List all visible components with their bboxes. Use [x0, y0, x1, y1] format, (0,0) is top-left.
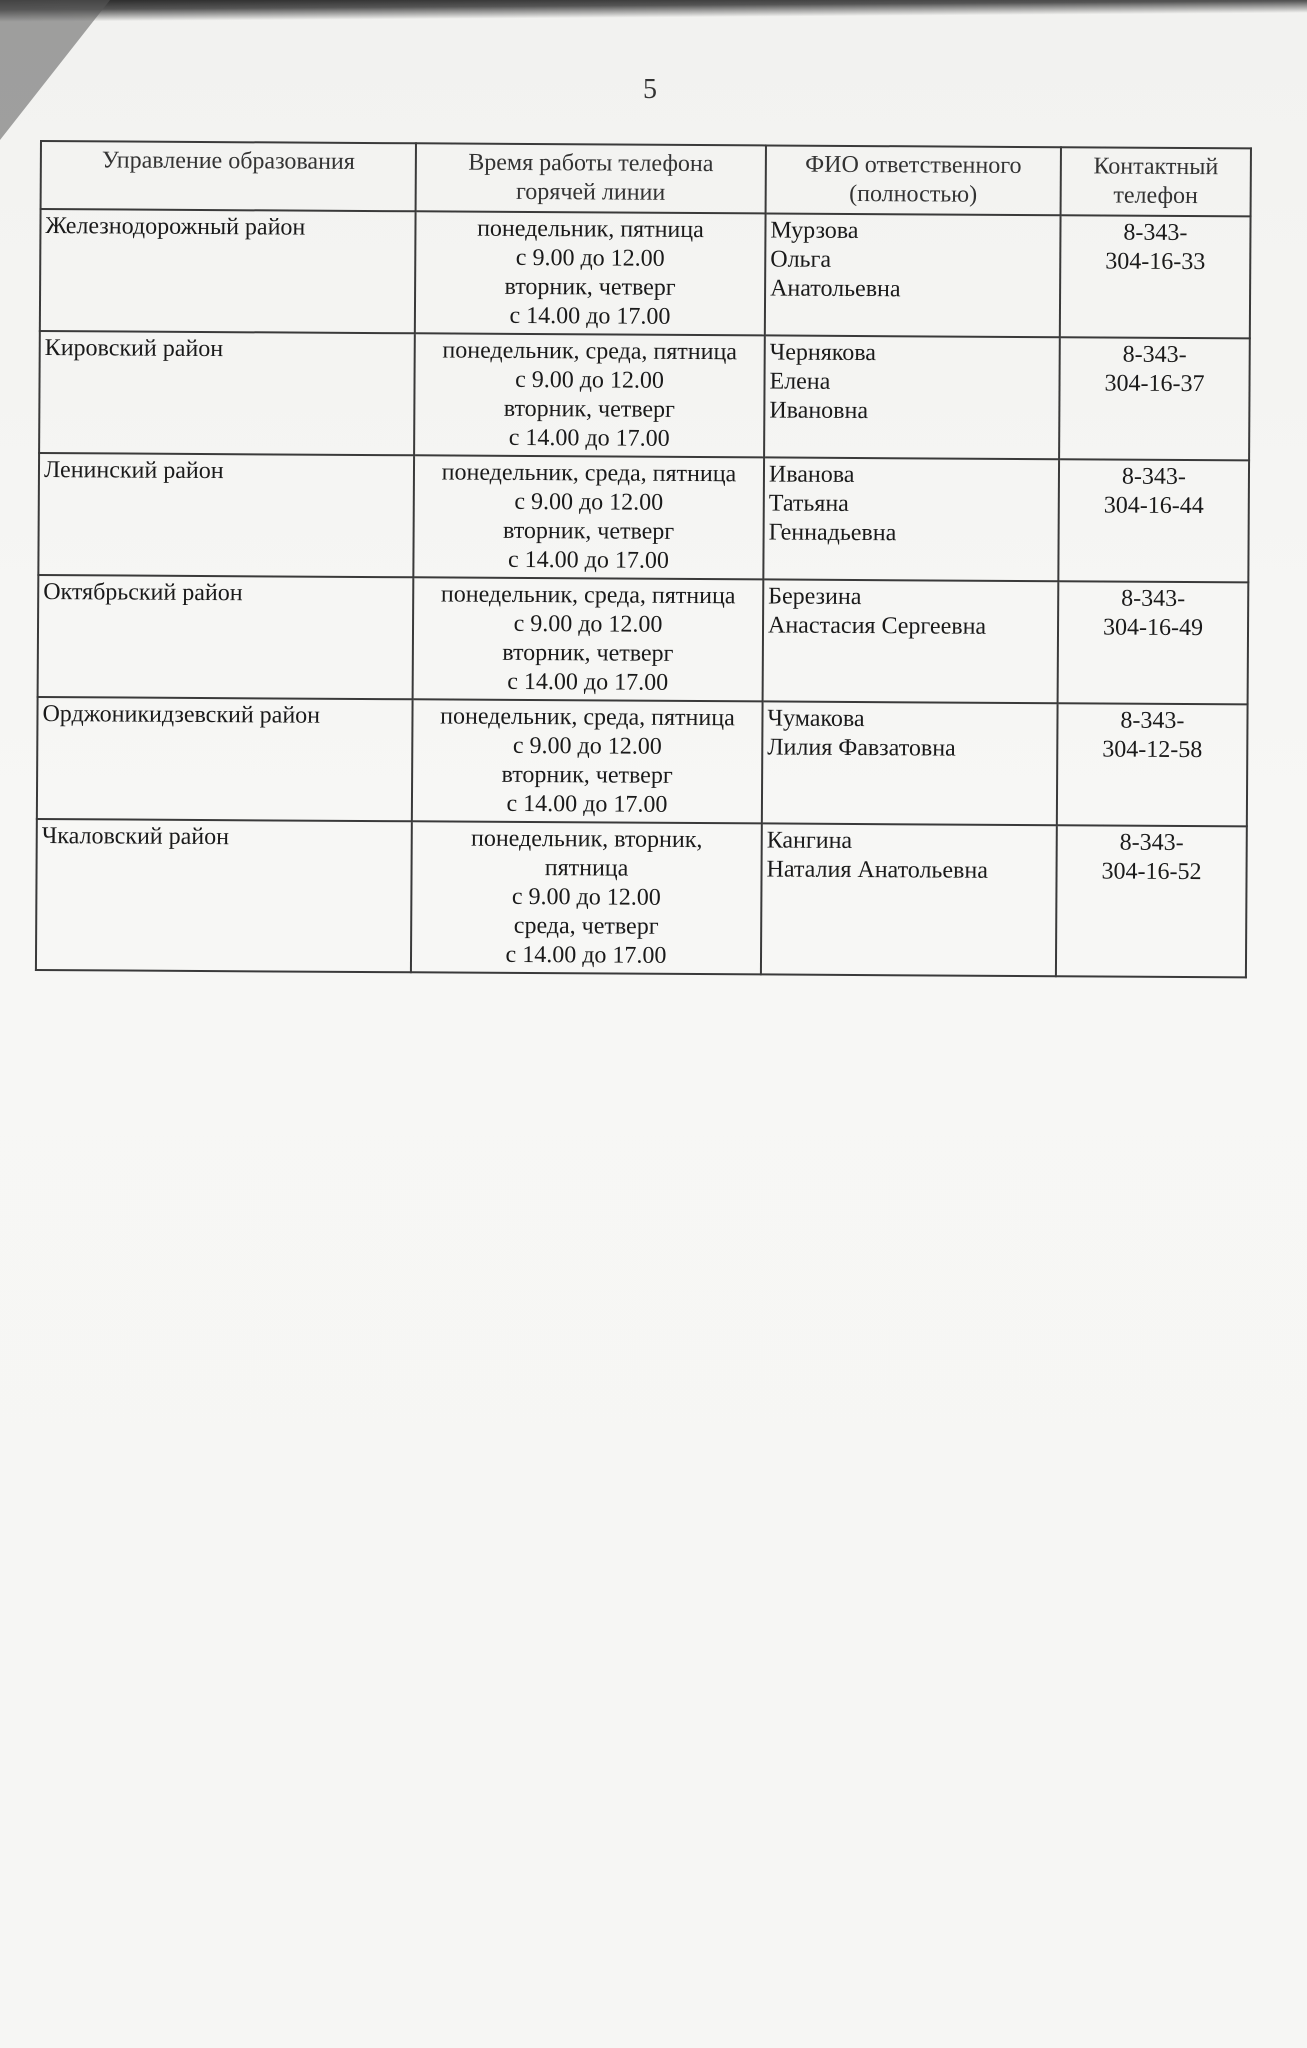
- header-hours-line: Время работы телефона: [468, 149, 714, 178]
- cell-person: [761, 823, 1057, 976]
- person-line: Анатольевна: [770, 275, 901, 303]
- hours-line: понедельник, среда, пятница: [440, 703, 735, 732]
- person-line: Березина: [768, 583, 862, 611]
- hours-line: с 9.00 до 12.00: [515, 244, 665, 272]
- cell-hours: [412, 699, 763, 823]
- hours-line: вторник, четверг: [504, 273, 676, 301]
- hours-line: вторник, четверг: [501, 761, 673, 789]
- cell-phone: [1058, 581, 1249, 704]
- cell-hours: [415, 211, 766, 335]
- hours-line: с 9.00 до 12.00: [515, 366, 665, 394]
- person-line: Мурзова: [770, 217, 859, 245]
- person-line: Иванова: [768, 461, 855, 488]
- header-hours: [416, 143, 766, 213]
- hours-line: среда, четверг: [513, 912, 659, 940]
- cell-person: [765, 213, 1061, 337]
- phone-line: 8-343-: [1122, 341, 1187, 369]
- person-line: Кангина: [766, 827, 853, 854]
- phone-line: 8-343-: [1121, 463, 1187, 491]
- table-row: [38, 575, 1249, 704]
- cell-department: Железнодорожный район: [40, 209, 416, 333]
- header-phone-line: телефон: [1113, 182, 1198, 210]
- cell-person: [763, 457, 1059, 581]
- header-department-text: Управление образования: [101, 147, 355, 175]
- cell-department: Чкаловский район: [36, 819, 412, 972]
- phone-line: 8-343-: [1119, 829, 1184, 856]
- phone-line: 304-16-49: [1102, 614, 1204, 642]
- phone-line: 8-343-: [1120, 707, 1185, 735]
- cell-department: Орджоникидзевский район: [37, 697, 413, 821]
- cell-person: [764, 335, 1060, 459]
- table-header-row: [41, 141, 1251, 216]
- hours-line: с 14.00 до 17.00: [508, 424, 670, 452]
- hours-line: вторник, четверг: [502, 517, 675, 545]
- cell-hours: [413, 455, 764, 579]
- header-department: [41, 141, 416, 211]
- header-phone: [1061, 147, 1251, 216]
- hours-line: с 9.00 до 12.00: [511, 883, 661, 911]
- hours-line: пятница: [544, 855, 629, 882]
- cell-phone: [1060, 215, 1251, 338]
- header-person-line: (полностью): [849, 180, 978, 208]
- table-row: [40, 209, 1251, 338]
- header-person-line: ФИО ответственного: [805, 151, 1022, 179]
- hours-line: понедельник, пятница: [477, 215, 704, 244]
- hours-line: вторник, четверг: [503, 395, 676, 423]
- hours-line: понедельник, среда, пятница: [442, 337, 738, 366]
- person-line: Геннадьевна: [768, 519, 897, 547]
- phone-line: 304-12-58: [1102, 736, 1203, 764]
- table-row: [37, 697, 1248, 826]
- hours-line: с 9.00 до 12.00: [513, 610, 663, 638]
- phone-line: 304-16-37: [1104, 370, 1205, 398]
- hotline-table: [35, 140, 1252, 978]
- person-line: Ольга: [770, 246, 832, 273]
- person-line: Ивановна: [769, 397, 869, 425]
- cell-department: Октябрьский район: [38, 575, 414, 699]
- hours-line: с 14.00 до 17.00: [509, 302, 671, 330]
- phone-line: 304-16-33: [1105, 248, 1206, 276]
- cell-phone: [1056, 825, 1247, 977]
- person-line: Елена: [769, 368, 831, 395]
- cell-person: [762, 701, 1058, 825]
- cell-department: Ленинский район: [38, 453, 414, 577]
- person-line: Анастасия Сергеевна: [767, 612, 987, 640]
- page-number: 5: [643, 74, 657, 105]
- cell-person: [763, 579, 1059, 703]
- hours-line: с 14.00 до 17.00: [507, 668, 669, 696]
- hours-line: понедельник, вторник,: [470, 825, 703, 854]
- hours-line: понедельник, среда, пятница: [440, 581, 736, 610]
- cell-phone: [1057, 703, 1248, 826]
- hours-line: вторник, четверг: [502, 639, 674, 667]
- cell-phone: [1059, 337, 1250, 460]
- header-phone-line: Контактный: [1093, 153, 1219, 181]
- table-row: [39, 331, 1250, 460]
- cell-hours: [411, 821, 762, 974]
- folded-corner-shadow: [0, 0, 110, 140]
- phone-line: 8-343-: [1121, 585, 1186, 613]
- cell-hours: [414, 333, 765, 457]
- header-person: [766, 145, 1061, 215]
- table-row: [36, 819, 1247, 977]
- cell-phone: [1058, 459, 1249, 582]
- phone-line: 304-16-44: [1103, 492, 1204, 520]
- cell-department: Кировский район: [39, 331, 415, 455]
- hours-line: с 9.00 до 12.00: [512, 732, 662, 760]
- person-line: Чернякова: [769, 339, 877, 367]
- person-line: Наталия Анатольевна: [766, 856, 988, 884]
- table-row: [38, 453, 1249, 582]
- hours-line: с 14.00 до 17.00: [506, 790, 668, 818]
- phone-line: 304-16-52: [1101, 858, 1202, 886]
- hours-line: с 14.00 до 17.00: [507, 546, 669, 574]
- header-hours-line: горячей линии: [516, 178, 666, 206]
- cell-hours: [413, 577, 764, 701]
- hours-line: понедельник, среда, пятница: [441, 459, 737, 488]
- hours-line: с 9.00 до 12.00: [514, 488, 664, 516]
- hours-line: с 14.00 до 17.00: [505, 941, 667, 969]
- person-line: Лилия Фавзатовна: [767, 734, 956, 762]
- scanner-shadow-edge: [0, 0, 1307, 22]
- person-line: Чумакова: [767, 705, 865, 733]
- person-line: Татьяна: [768, 490, 849, 517]
- phone-line: 8-343-: [1123, 219, 1188, 247]
